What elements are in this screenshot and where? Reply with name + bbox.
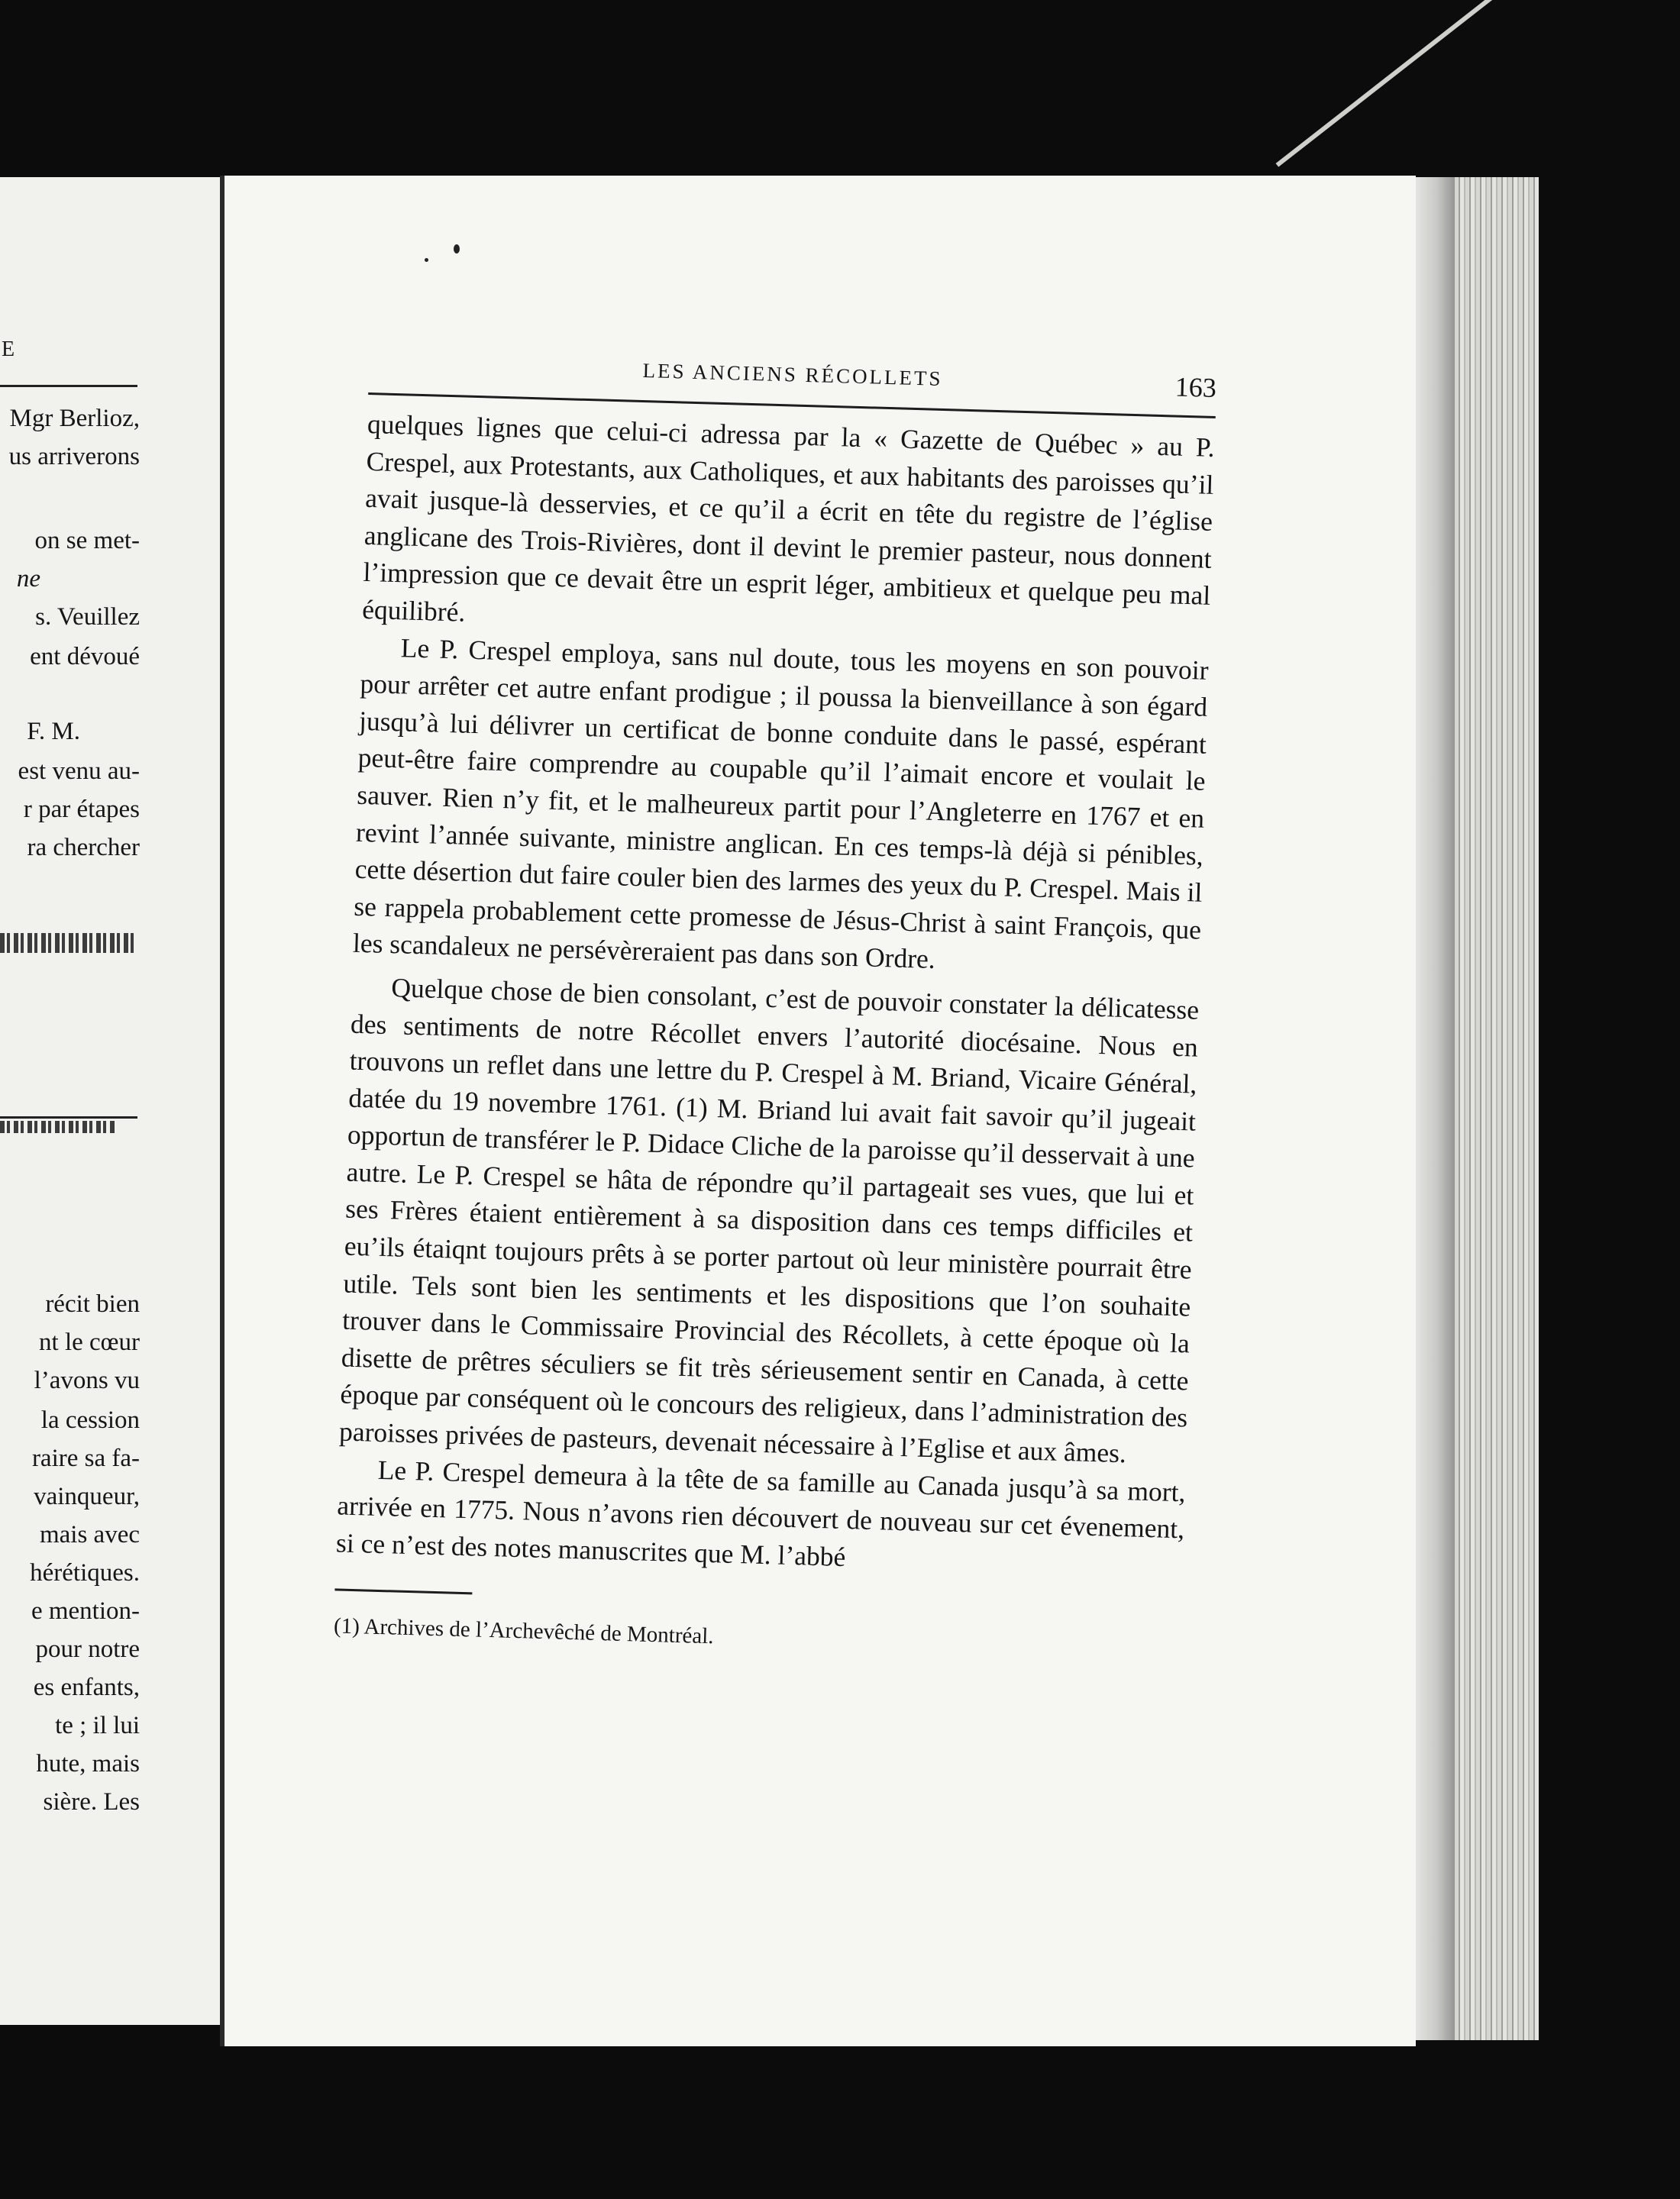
left-text-line: la cession <box>40 1406 140 1434</box>
left-running-head: E <box>2 337 17 361</box>
left-page <box>0 177 241 2025</box>
running-head <box>368 344 1216 413</box>
left-text-line: pour notre <box>35 1636 140 1663</box>
left-text-line: nt le cœur <box>39 1329 140 1356</box>
left-text-line: hérétiques. <box>30 1559 140 1587</box>
bookmark-ribbon <box>1276 0 1507 167</box>
left-text-line: Mgr Berlioz, <box>9 405 140 432</box>
footnote: (1) Archives de l’Archevêché de Montréal. <box>333 1613 714 1649</box>
paragraph: Le P. Crespel employa, sans nul doute, tous les moyens en son pouvoir pour arrêter cet autre enfant prodigue ; il poussa la bienveillance à son égard jusqu’à lui délivrer un certificat de bonne conduite dans le passé, espérant peut-être faire comprendre au coupable qu’il l’aimait encore et voulait le sauver. Rien n’y fit, et le malheureux partit pour l’Angleterre en 1767 et en revint l’année suivante, ministre anglican. En ces temps-là déjà si pénibles, cette désertion dut faire couler bien des larmes des yeux du P. Crespel. Mais il se rappela probablement cette promesse de Jésus-Christ à saint François, que les scandaleux ne persévèreraient pas dans son Ordre. <box>352 631 1210 975</box>
running-title: LES ANCIENS RÉCOLLETS <box>642 359 943 390</box>
left-text-line: raire sa fa- <box>31 1445 140 1472</box>
page-content <box>334 344 1217 1664</box>
ink-speck <box>454 244 460 253</box>
left-text-line: mais avec <box>39 1521 140 1548</box>
left-text-line: on se met- <box>34 527 140 554</box>
paragraph: Le P. Crespel demeura à la tête de sa famille au Canada jusqu’à sa mort, arrivée en 1775. Nous n’avons rien découvert de nouveau sur cet évenement, si ce n’est des notes manuscrites que M. l’abbé <box>335 1454 1186 1572</box>
left-text-line: s. Veuillez <box>35 603 140 631</box>
ink-speck <box>425 258 428 262</box>
left-text-line: vainqueur, <box>34 1483 140 1510</box>
right-page <box>220 176 1416 2046</box>
footnote-rule <box>334 1589 472 1595</box>
left-text-line: récit bien <box>45 1290 140 1318</box>
left-section-rule <box>0 1116 137 1119</box>
book-page-edges <box>1455 177 1539 2040</box>
left-text-line: ne <box>16 565 40 593</box>
left-text-line: F. M. <box>27 718 80 745</box>
left-ornament-strip <box>0 1121 115 1133</box>
left-text-line: us arriverons <box>8 443 140 470</box>
left-head-rule <box>0 385 137 387</box>
left-text-line: te ; il lui <box>55 1712 140 1739</box>
left-text-line: hute, mais <box>36 1750 140 1778</box>
left-text-line: es enfants, <box>33 1674 140 1701</box>
paragraph: Quelque chose de bien consolant, c’est de pouvoir constater la délicatesse des sentiments de notre Récollet envers l’autorité diocésaine. Nous en trouvons un reflet dans une lettre du P. Crespel à M. Briand, Vicaire Général, datée du 19 novembre 1761. (1) M. Briand lui avait fait savoir qu’il jugeait opportun de transférer le P. Didace Cliche de la paroisse qu’il desservait à une autre. Le P. Crespel se hâta de répondre qu’il partageait ses vues, que lui et ses Frères étaient entièrement à sa disposition dans ces temps difficiles et eu’ils étaiqnt toujours prêts à se porter partout où leur ministère pourrait être utile. Tels sont bien les sentiments et les dispositions que l’on souhaite trouver dans le Commissaire Provincial des Récollets, à cette époque où la disette de prêtres séculiers se fit très sérieusement sentir en Canada, à cette époque par conséquent où le concours des religieux, dans l’administration des paroisses privées de pasteurs, devenait nécessaire à l’Eglise et aux âmes. <box>338 972 1200 1469</box>
left-text-line: l’avons vu <box>34 1367 140 1394</box>
left-text-line: ra chercher <box>27 834 140 861</box>
left-text-line: ent dévoué <box>30 643 140 670</box>
page-number: 163 <box>1174 371 1217 403</box>
left-text-line: est venu au- <box>18 757 140 785</box>
left-text-line: sière. Les <box>43 1788 140 1816</box>
left-text-line: e mention- <box>31 1597 140 1625</box>
body-text <box>335 405 1215 1585</box>
left-ornament-band <box>0 933 136 953</box>
left-text-line: r par étapes <box>23 796 140 823</box>
paragraph: quelques lignes que celui-ci adressa par la « Gazette de Québec » au P. Crespel, aux Protestants, aux Catholiques, et aux habitants des paroisses qu’il avait jusque-là desservies, et ce qu’il a écrit en tête du registre de l’église anglicane des Trois-Rivières, dont il devint le premier pasteur, nous donnent l’impression que ce devait être un esprit léger, ambitieux et quelque peu mal équilibré. <box>361 408 1216 628</box>
